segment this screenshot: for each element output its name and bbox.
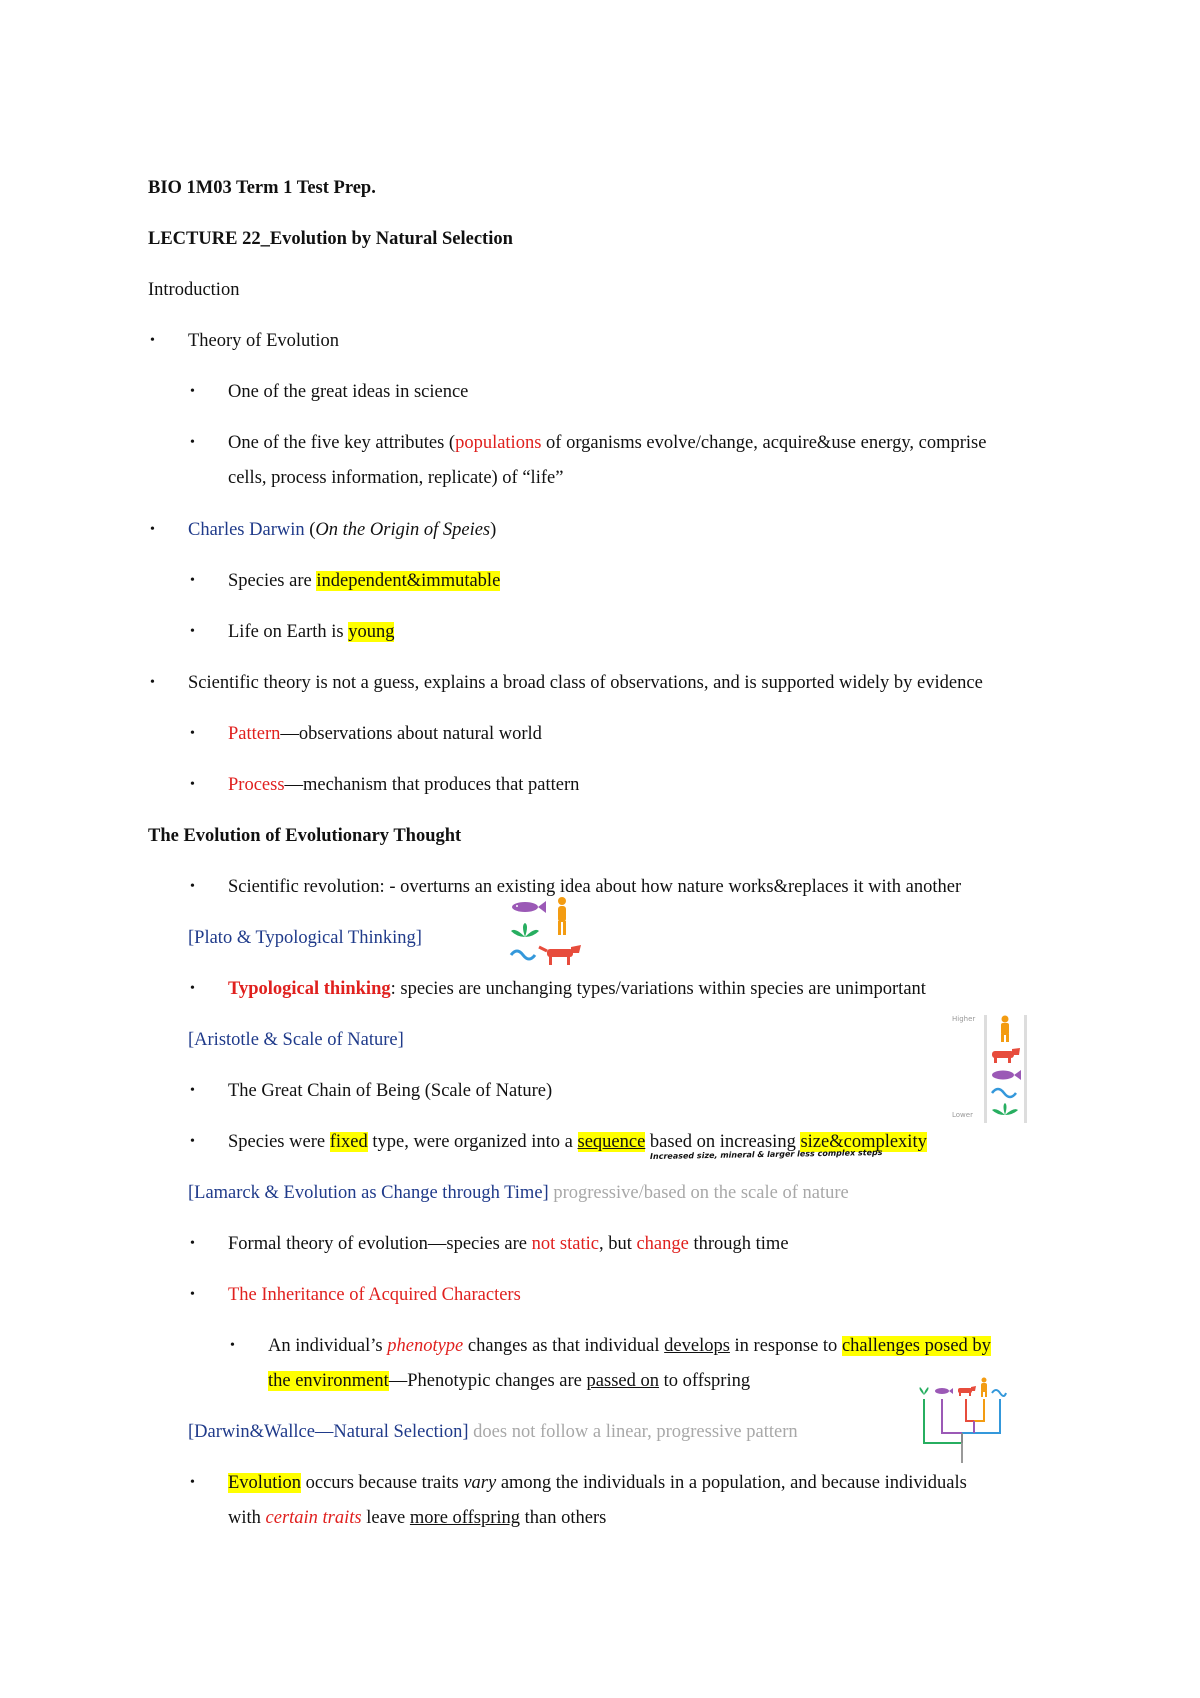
wave-icon (992, 1390, 1006, 1396)
text: Species were (228, 1132, 330, 1152)
list-item-species-independent (228, 569, 500, 593)
dog-icon (992, 1048, 1020, 1063)
bullet: • (150, 675, 155, 690)
bullet: • (190, 1475, 195, 1490)
text: —observations about natural world (280, 724, 542, 744)
plant-icon (920, 1387, 929, 1395)
person-icon (981, 1378, 987, 1398)
list-item-typological-thinking (228, 977, 926, 1001)
term-develops: develops (664, 1336, 730, 1356)
text: —Phenotypic changes are (388, 1371, 587, 1391)
aristotle-heading: [Aristotle & Scale of Nature] (188, 1030, 404, 1050)
plato-heading: [Plato & Typological Thinking] (188, 928, 422, 948)
section-heading: The Evolution of Evolutionary Thought (148, 826, 462, 846)
bullet: • (190, 981, 195, 996)
doc-title: BIO 1M03 Term 1 Test Prep. (148, 178, 376, 198)
ladder-higher-label: Higher (952, 1015, 976, 1023)
text: leave (361, 1508, 410, 1528)
bullet: • (230, 1338, 235, 1353)
term-pattern: Pattern (228, 724, 281, 744)
darwin-wallace-heading (188, 1420, 798, 1444)
handwritten-note: Increased size, mineral & larger less complex steps (649, 1147, 883, 1162)
bullet: • (190, 384, 195, 399)
person-icon (1001, 1016, 1009, 1043)
text: with (228, 1508, 266, 1528)
person-icon (558, 897, 566, 935)
highlight: Evolution (228, 1473, 301, 1493)
highlight: the environment (268, 1371, 389, 1391)
term-certain-traits: certain traits (265, 1508, 362, 1528)
plant-icon (992, 1103, 1018, 1115)
highlight: independent&immutable (316, 571, 501, 591)
text: than others (520, 1508, 607, 1528)
text: through time (688, 1234, 789, 1254)
bullet: • (190, 879, 195, 894)
list-item-evolution-occurs (228, 1471, 967, 1495)
list-item-evolution-occurs-cont (228, 1506, 606, 1530)
darwin-wallace-note: does not follow a linear, progressive pattern (468, 1422, 798, 1442)
bullet: • (150, 522, 155, 537)
wave-icon (992, 1089, 1016, 1097)
lamarck-heading (188, 1181, 849, 1205)
list-item-key-attributes (228, 431, 986, 455)
text: occurs because traits (300, 1473, 464, 1493)
text: changes as that individual (463, 1336, 665, 1356)
scale-of-nature-ladder (950, 1013, 1030, 1125)
ladder-lower-label: Lower (952, 1111, 973, 1119)
bullet: • (190, 573, 195, 588)
term-phenotype: phenotype (387, 1336, 464, 1356)
text: in response to (729, 1336, 842, 1356)
fish-icon (992, 1070, 1021, 1080)
list-item-individual-phenotype (268, 1334, 991, 1358)
bullet: • (190, 1236, 195, 1251)
list-item-theory: Theory of Evolution (188, 331, 340, 351)
bullet: • (190, 624, 195, 639)
dog-icon (958, 1386, 976, 1396)
intro-heading: Introduction (148, 280, 240, 300)
text: —mechanism that produces that pattern (284, 775, 580, 795)
fish-icon (512, 901, 546, 913)
fish-icon (935, 1388, 953, 1394)
text: One of the five key attributes ( (228, 433, 456, 453)
text: based on increasing (645, 1132, 801, 1152)
bullet: • (190, 777, 195, 792)
term-populations: populations (455, 433, 542, 453)
lamarck-title: [Lamarck & Evolution as Change through Time] (188, 1183, 549, 1203)
darwin-wallace-title: [Darwin&Wallce—Natural Selection] (188, 1422, 469, 1442)
branching-tree-illustration (918, 1377, 1008, 1465)
bullet: • (190, 1083, 195, 1098)
term-more-offspring: more offspring (409, 1508, 521, 1528)
text: of organisms evolve/change, acquire&use energy, comprise (541, 433, 987, 453)
darwin-name: Charles Darwin (188, 520, 305, 540)
wave-icon (511, 951, 535, 959)
lecture-title: LECTURE 22_Evolution by Natural Selection (148, 229, 513, 249)
term-typological-thinking: Typological thinking (228, 979, 391, 999)
list-item-darwin (188, 518, 496, 542)
bullet: • (190, 726, 195, 741)
list-item-key-attributes-cont: cells, process information, replicate) of “life” (228, 468, 564, 488)
list-item-pattern (228, 722, 542, 746)
list-item-great-chain: The Great Chain of Being (Scale of Nature) (228, 1081, 553, 1101)
term-process: Process (228, 775, 285, 795)
bullet: • (190, 435, 195, 450)
term-not-static: not static (531, 1234, 599, 1254)
list-item-great-ideas: One of the great ideas in science (228, 382, 469, 402)
term-change: change (636, 1234, 689, 1254)
list-item-inheritance: The Inheritance of Acquired Characters (228, 1285, 521, 1305)
text: type, were organized into a (367, 1132, 578, 1152)
list-item-scientific-theory: Scientific theory is not a guess, explains a broad class of observations, and is supported widely by evidence (188, 673, 983, 693)
lamarck-note: progressive/based on the scale of nature (548, 1183, 849, 1203)
term-passed-on: passed on (586, 1371, 659, 1391)
highlight: young (348, 622, 395, 642)
text: ) (490, 520, 497, 540)
text: , but (598, 1234, 637, 1254)
term-vary: vary (463, 1473, 497, 1493)
bullet: • (190, 1287, 195, 1302)
bullet: • (150, 333, 155, 348)
plant-icon (511, 923, 539, 937)
list-item-formal-theory (228, 1232, 789, 1256)
text: Life on Earth is (228, 622, 349, 642)
book-title: On the Origin of Speies (315, 520, 491, 540)
text: among the individuals in a population, and because individuals (496, 1473, 967, 1493)
list-item-individual-phenotype-cont (268, 1369, 750, 1393)
list-item-process (228, 773, 579, 797)
text: An individual’s (268, 1336, 388, 1356)
highlight: size&complexity (800, 1132, 927, 1152)
list-item-young-earth (228, 620, 394, 644)
text: Species are (228, 571, 317, 591)
text: ( (304, 520, 316, 540)
typological-illustration (505, 897, 585, 969)
dog-icon (539, 945, 581, 965)
text: : species are unchanging types/variations within species are unimportant (390, 979, 926, 999)
highlight: sequence (577, 1132, 646, 1152)
text: Formal theory of evolution—species are (228, 1234, 532, 1254)
highlight: challenges posed by (841, 1336, 991, 1356)
list-item-scientific-revolution: Scientific revolution: - overturns an existing idea about how nature works&replaces it with another (228, 877, 962, 897)
highlight: fixed (329, 1132, 368, 1152)
text: to offspring (658, 1371, 751, 1391)
bullet: • (190, 1134, 195, 1149)
